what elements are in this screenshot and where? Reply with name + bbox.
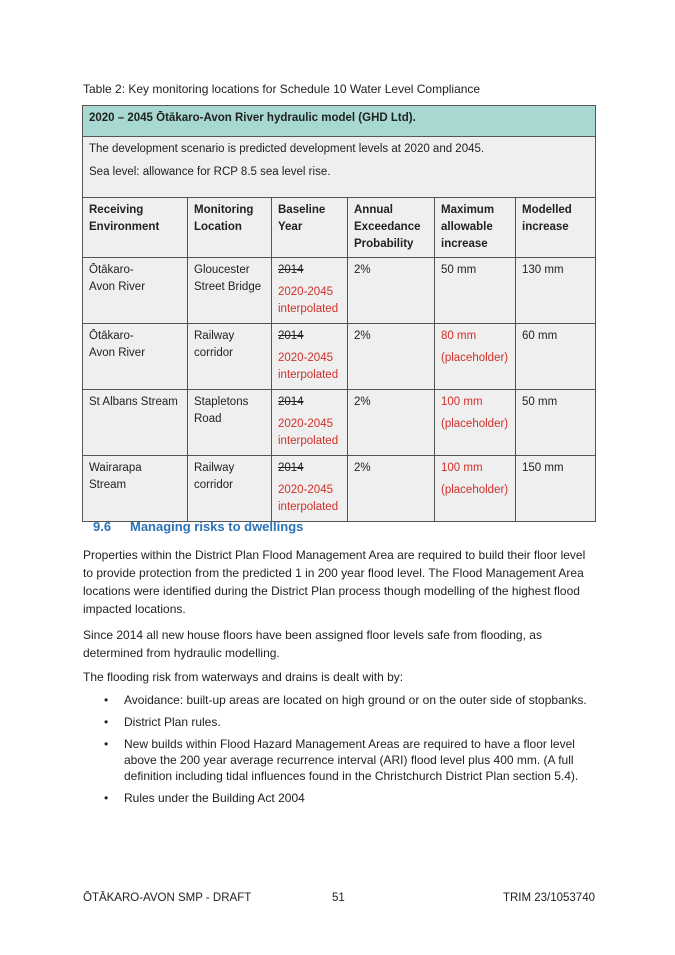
list-item: • New builds within Flood Hazard Management Areas are required to have a floor level above the 200 year average recurrence interval (ARI) flood level plus 400 mm. (A full definition including tidal influences found in the Christchurch District Plan section 5.4).: [104, 737, 579, 783]
model-description-cell: [83, 137, 596, 198]
cell-aep: 2%: [348, 324, 435, 390]
placeholder-note: (placeholder): [441, 418, 509, 430]
footer-document-title: ŌTĀKARO-AVON SMP - DRAFT: [83, 892, 252, 904]
monitoring-locations-table: [82, 105, 596, 522]
cell-monitoring-location: Gloucester Street Bridge: [188, 258, 272, 324]
baseline-old-year: 2014: [278, 330, 304, 342]
section-title: Managing risks to dwellings: [130, 519, 304, 534]
table-header-row: [83, 198, 596, 258]
cell-aep: 2%: [348, 258, 435, 324]
section-heading: [93, 519, 303, 534]
cell-baseline-year: [272, 456, 348, 522]
list-item: • Rules under the Building Act 2004: [104, 791, 305, 805]
footer-trim-reference: TRIM 23/1053740: [502, 892, 595, 904]
model-description-line: The development scenario is predicted development levels at 2020 and 2045.: [89, 143, 485, 155]
cell-modelled-increase: 150 mm: [516, 456, 596, 522]
table-row: [83, 456, 596, 522]
model-title-cell: 2020 – 2045 Ōtākaro-Avon River hydraulic model (GHD Ltd).: [83, 106, 596, 137]
baseline-new-year: 2020-2045 interpolated: [278, 484, 339, 513]
table-row: [83, 390, 596, 456]
header-maximum-allowable-increase: Maximum allowable increase: [435, 198, 516, 258]
cell-maximum-allowable: 100 mm (placeholder): [435, 390, 516, 456]
baseline-old-year: 2014: [278, 462, 304, 474]
model-sea-level-line: Sea level: allowance for RCP 8.5 sea level rise.: [89, 166, 331, 178]
cell-monitoring-location: Stapletons Road: [188, 390, 272, 456]
placeholder-note: (placeholder): [441, 352, 509, 364]
cell-aep: 2%: [348, 390, 435, 456]
baseline-new-year: 2020-2045 interpolated: [278, 418, 339, 447]
bullet-icon: •: [104, 693, 109, 707]
cell-monitoring-location: Railway corridor: [188, 324, 272, 390]
baseline-new-year: 2020-2045 interpolated: [278, 286, 339, 315]
cell-baseline-year: [272, 258, 348, 324]
cell-receiving-environment: St Albans Stream: [83, 390, 188, 456]
cell-maximum-allowable: 100 mm (placeholder): [435, 456, 516, 522]
cell-baseline-year: [272, 324, 348, 390]
bullet-icon: •: [104, 715, 109, 729]
cell-receiving-environment: Wairarapa Stream: [83, 456, 188, 522]
list-item: • District Plan rules.: [104, 715, 221, 729]
placeholder-note: (placeholder): [441, 484, 509, 496]
cell-maximum-allowable: 80 mm (placeholder): [435, 324, 516, 390]
baseline-old-year: 2014: [278, 396, 304, 408]
cell-modelled-increase: 130 mm: [516, 258, 596, 324]
table-caption: Table 2: Key monitoring locations for Schedule 10 Water Level Compliance: [83, 82, 481, 96]
bullet-icon: •: [104, 791, 109, 805]
footer-page-number: 51: [332, 892, 345, 904]
baseline-new-year: 2020-2045 interpolated: [278, 352, 339, 381]
cell-monitoring-location: Railway corridor: [188, 456, 272, 522]
header-monitoring-location: Monitoring Location: [188, 198, 272, 258]
cell-baseline-year: [272, 390, 348, 456]
bullet-icon: •: [104, 737, 109, 751]
paragraph-flood-management-area: Properties within the District Plan Flood Management Area are required to build their floor level to provide protection from the predicted 1 in 200 year flood level. The Flood Management Area locations were identified during the District Plan process though modelling of the highest flood impacted locations.: [83, 548, 586, 616]
list-item: • Avoidance: built-up areas are located on high ground or on the outer side of stopbanks.: [104, 693, 587, 707]
paragraph-floor-levels: Since 2014 all new house floors have been assigned floor levels safe from flooding, as determined from hydraulic modelling.: [83, 628, 542, 660]
header-receiving-environment: Receiving Environment: [83, 198, 188, 258]
paragraph-flooding-risk-intro: The flooding risk from waterways and drains is dealt with by:: [83, 670, 404, 684]
baseline-old-year: 2014: [278, 264, 304, 276]
header-baseline-year: Baseline Year: [272, 198, 348, 258]
header-annual-exceedance-probability: Annual Exceedance Probability: [348, 198, 435, 258]
header-modelled-increase: Modelled increase: [516, 198, 596, 258]
flood-risk-measures-list: [83, 692, 595, 812]
cell-receiving-environment: Ōtākaro- Avon River: [83, 324, 188, 390]
cell-maximum-allowable: 50 mm: [435, 258, 516, 324]
section-number: 9.6: [93, 519, 112, 534]
cell-receiving-environment: Ōtākaro- Avon River: [83, 258, 188, 324]
table-row: [83, 324, 596, 390]
cell-modelled-increase: 60 mm: [516, 324, 596, 390]
cell-aep: 2%: [348, 456, 435, 522]
cell-modelled-increase: 50 mm: [516, 390, 596, 456]
table-row: [83, 258, 596, 324]
